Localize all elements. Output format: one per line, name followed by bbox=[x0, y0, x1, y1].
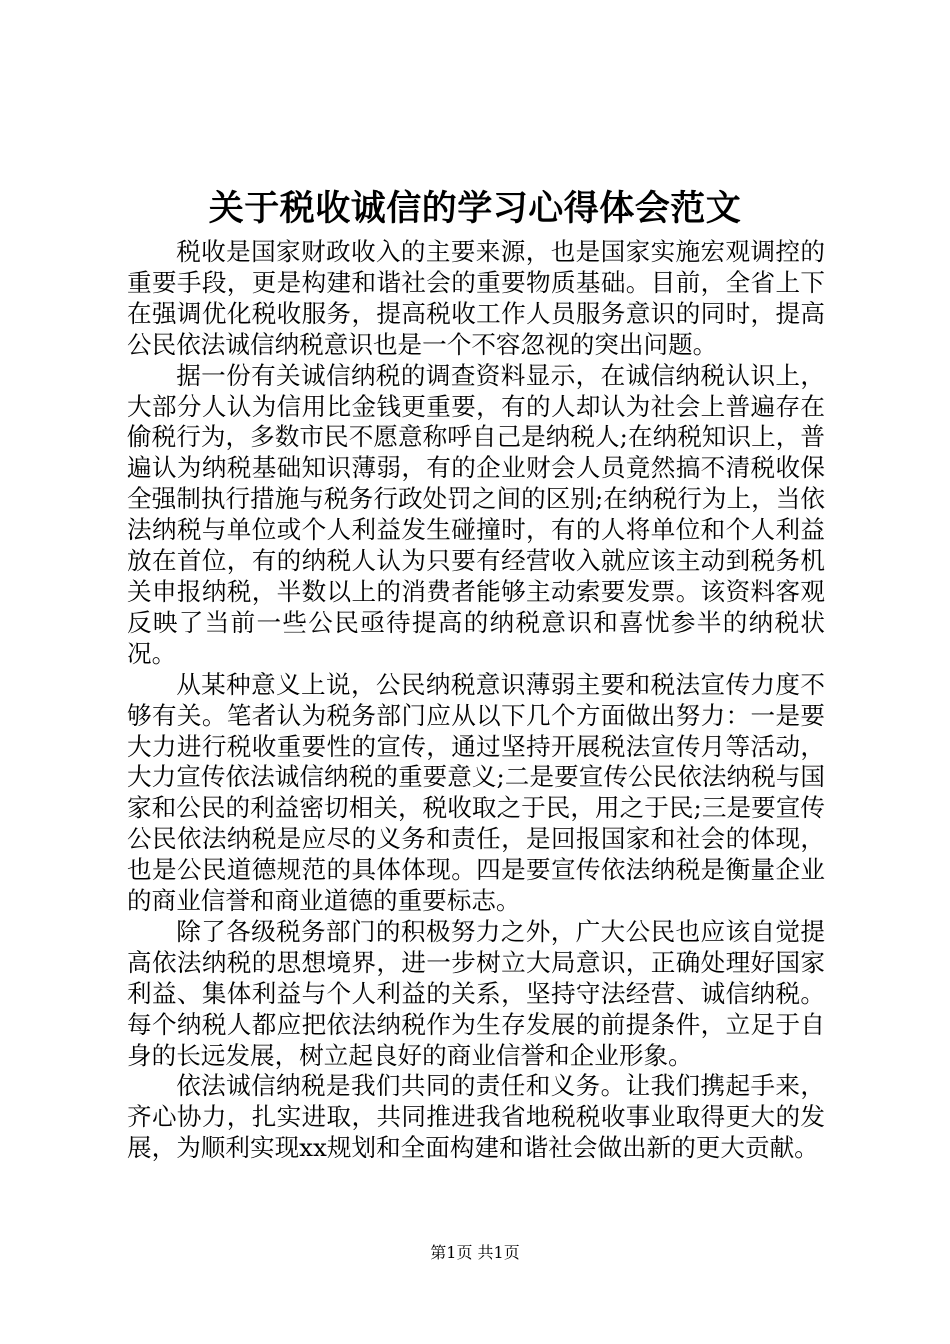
paragraph-3: 从某种意义上说，公民纳税意识薄弱主要和税法宣传力度不够有关。笔者认为税务部门应从以下几个方面做出努力：一是要大力进行税收重要性的宣传，通过坚持开展税法宣传月等活动，大力宣传依法诚信纳税的重要意义;二是要宣传公民依法纳税与国家和公民的利益密切相关，税收取之于民，用之于民;三是要宣传公民依法纳税是应尽的义务和责任，是回报国家和社会的体现，也是公民道德规范的具体体现。四是要宣传依法纳税是衡量企业的商业信誉和商业道德的重要标志。 bbox=[127, 669, 825, 916]
document-title: 关于税收诚信的学习心得体会范文 bbox=[208, 188, 742, 229]
page-number-footer: 第1页 共1页 bbox=[430, 1243, 520, 1262]
paragraph-1: 税收是国家财政收入的主要来源，也是国家实施宏观调控的重要手段，更是构建和谐社会的重要物质基础。目前，全省上下在强调优化税收服务，提高税收工作人员服务意识的同时，提高公民依法诚信纳税意识也是一个不容忽视的突出问题。 bbox=[127, 237, 825, 359]
paragraph-4: 除了各级税务部门的积极努力之外，广大公民也应该自觉提高依法纳税的思想境界，进一步树立大局意识，正确处理好国家利益、集体利益与个人利益的关系，坚持守法经营、诚信纳税。每个纳税人都应把依法纳税作为生存发展的前提条件，立足于自身的长远发展，树立起良好的商业信誉和企业形象。 bbox=[127, 916, 825, 1070]
paragraph-5: 依法诚信纳税是我们共同的责任和义务。让我们携起手来，齐心协力，扎实进取，共同推进我省地税税收事业取得更大的发展，为顺利实现xx规划和全面构建和谐社会做出新的更大贡献。 bbox=[127, 1071, 825, 1163]
paragraph-2: 据一份有关诚信纳税的调查资料显示，在诚信纳税认识上，大部分人认为信用比金钱更重要，有的人却认为社会上普遍存在偷税行为，多数市民不愿意称呼自己是纳税人;在纳税知识上，普遍认为纳税基础知识薄弱，有的企业财会人员竟然搞不清税收保全强制执行措施与税务行政处罚之间的区别;在纳税行为上，当依法纳税与单位或个人利益发生碰撞时，有的人将单位和个人利益放在首位，有的纳税人认为只要有经营收入就应该主动到税务机关申报纳税，半数以上的消费者能够主动索要发票。该资料客观反映了当前一些公民亟待提高的纳税意识和喜忧参半的纳税状况。 bbox=[127, 360, 825, 668]
document-body bbox=[127, 237, 825, 1164]
